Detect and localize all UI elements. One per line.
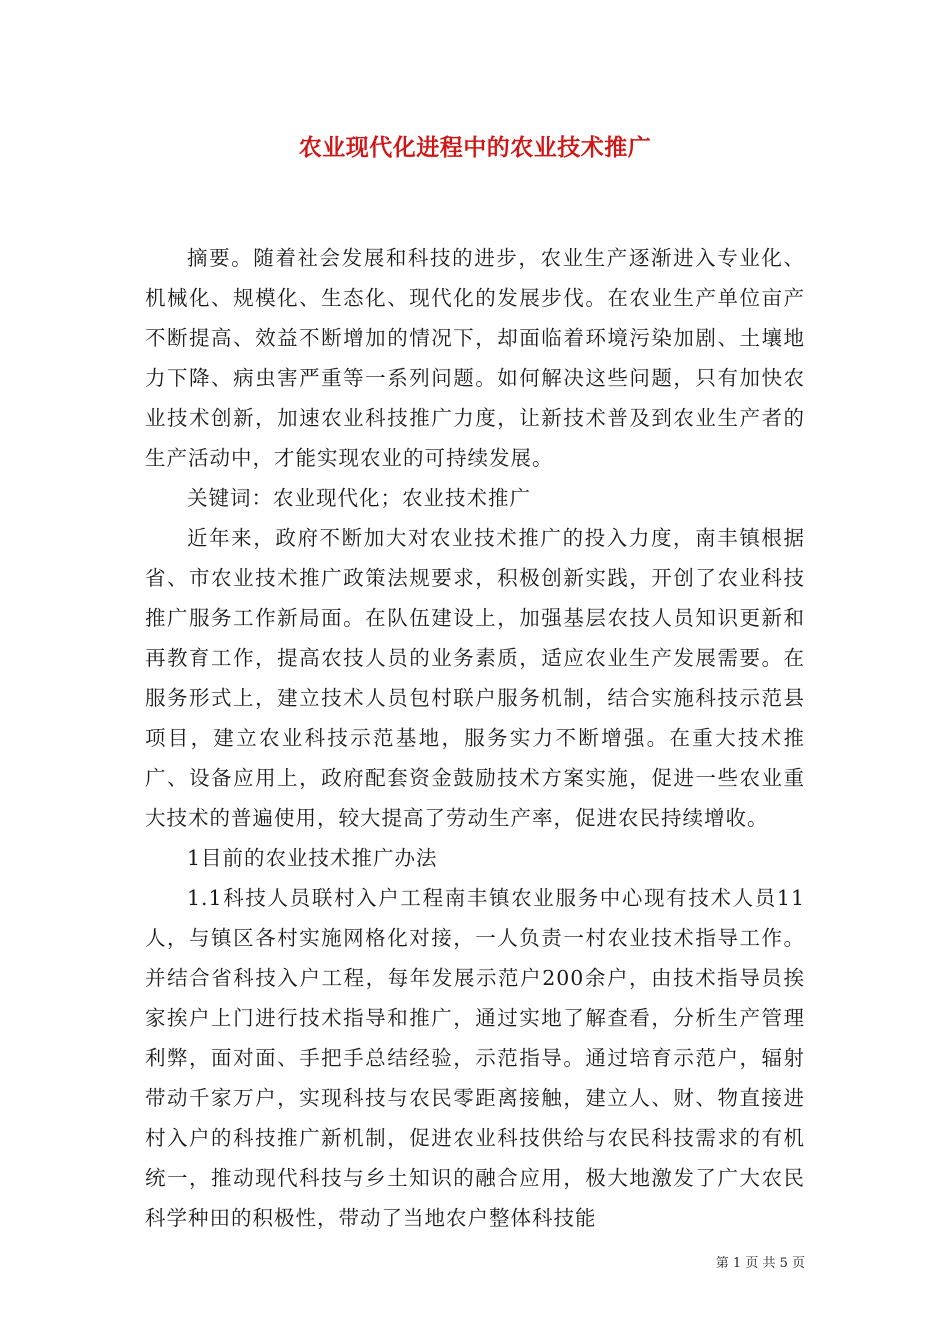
section-heading: 1目前的农业技术推广办法	[187, 846, 438, 870]
subsection-paragraph: 1.1科技人员联村入户工程南丰镇农业服务中心现有技术人员11人，与镇区各村实施网格化对接，一人负责一村农业技术指导工作。并结合省科技入户工程，每年发展示范户200余户，由技术指导员挨家挨户上门进行技术指导和推广，通过实地了解查看，分析生产管理利弊，面对面、手把手总结经验，示范指导。通过培育示范户，辐射带动千家万户，实现科技与农民零距离接触，建立人、财、物直接进村入户的科技推广新机制，促进农业科技供给与农民科技需求的有机统一，推动现代科技与乡土知识的融合应用，极大地激发了广大农民科学种田的积极性，带动了当地农户整体科技能	[145, 886, 805, 1230]
document-title: 农业现代化进程中的农业技术推广	[298, 134, 652, 161]
document-body	[145, 238, 805, 1238]
keywords-paragraph: 关键词：农业现代化；农业技术推广	[187, 486, 531, 510]
page-footer: 第 1 页 共 5 页	[715, 1256, 805, 1271]
abstract-paragraph: 摘要。随着社会发展和科技的进步，农业生产逐渐进入专业化、机械化、规模化、生态化、现代化的发展步伐。在农业生产单位亩产不断提高、效益不断增加的情况下，却面临着环境污染加剧、土壤地力下降、病虫害严重等一系列问题。如何解决这些问题，只有加快农业技术创新，加速农业科技推广力度，让新技术普及到农业生产者的生产活动中，才能实现农业的可持续发展。	[145, 246, 805, 470]
intro-paragraph: 近年来，政府不断加大对农业技术推广的投入力度，南丰镇根据省、市农业技术推广政策法规要求，积极创新实践，开创了农业科技推广服务工作新局面。在队伍建设上，加强基层农技人员知识更新和再教育工作，提高农技人员的业务素质，适应农业生产发展需要。在服务形式上，建立技术人员包村联户服务机制，结合实施科技示范县项目，建立农业科技示范基地，服务实力不断增强。在重大技术推广、设备应用上，政府配套资金鼓励技术方案实施，促进一些农业重大技术的普遍使用，较大提高了劳动生产率，促进农民持续增收。	[145, 526, 805, 830]
